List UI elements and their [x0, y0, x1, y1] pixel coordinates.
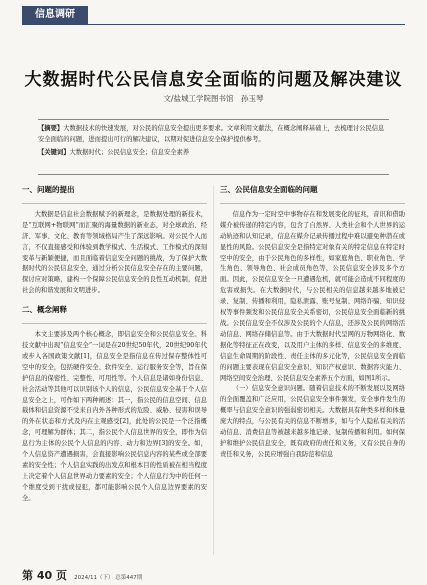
issue-info: 2024/11（下） 总第447期 — [74, 575, 143, 581]
abstract-box — [38, 119, 389, 175]
left-column — [22, 185, 207, 505]
paragraph: 大数据是信息社会数据赋予的新理念，是数据处理的新技术，是“互联网+物联网”而汇聚的海量数据的新业态，对全球政治、经济、军事、文化、教育等领域格局产生了深远影响。对公民个人而言，不仅直接感受和体验到教学模式、生活模式、工作模式的深刻变革与新颖便捷，而且面临着信息安全问题的挑战，为了保护大数据时代的公民信息安全，通过分析公民信息安全存在的主要问题，探讨应对策略，建构一个保障公民信息安全的良性互动机制，促进社会的和谐发展和文明进步。 — [22, 210, 207, 295]
keywords — [38, 147, 389, 158]
section-heading-3: 三、公民信息安全面临的问题 — [220, 185, 318, 194]
paragraph: 本文主要涉及两个核心概念，即信息安全和公民信息安全。科技文献中出现“信息安全”一词是在20世纪50年代，20世纪90年代或步入各国政策文献[1]，信息安全是指信息在传过保存整体性可空中的安全，包括硬件安全、软件安全、运行服务安全等，旨在保护信息的保密性、完整性、可用性等。个人信息是诸如身份信息、社会活动等其他可以识别该个人的信息，公民信息安全基于个人信息安全之上，可作如下两种阐述：其一，指公民的信息空间、信息载体和信息资源不受来自内外各种形式的危险、威胁、侵害和误导的外在状态和方式及内在主观感受[2]，此处的公民是一个泛指概念，可理解为群体；其二，指公民个人信息世界的安全，即作为信息行为主体的公民个人信息的内容、动力和边界[3]的安全。如，个人信息资产遭遇损害，会直接影响公民信息内容的某些或全部要素的安全性；个人信息实践的出发点和根本目的性质被在相当程度上决定着个人信息世界动力要素的安全；个人信息行为中的任何一个维度受到干扰或侵犯，都可能影响公民个人信息边界要素的安全。 — [22, 331, 207, 502]
heading-rule — [220, 203, 405, 204]
heading-rule — [22, 323, 207, 324]
section-heading-1: 一、问题的提出 — [22, 185, 75, 194]
right-column — [220, 185, 405, 461]
page-number: 第 40 页 — [22, 569, 67, 582]
keywords-label: 【关键词】 — [38, 148, 70, 156]
abstract — [38, 123, 389, 146]
page-footer — [22, 567, 142, 583]
article-author: 文/盐城工学院图书馆 孙玉琴 — [163, 94, 264, 103]
section-heading-2: 二、概念阐释 — [22, 305, 67, 315]
paragraph: 信息作为一定时空中事物存在和发展变化的征兆，音讯和借助媒介被传递的特定内容，包含了自然界、人类社会和个人世界的运动轨迹和认知记录，信息在媒介记录传播过程中难以避免种潜在或显性的风险。公民信息安全是指特定对象有关的特定信息在特定时空中的安全，由于公民角色的多样性，如家庭角色、职业角色、学生角色、领导角色、社会成员角色等，公民信息安全涉及多个方面。因此，公民信息安全一旦遭遇危机，就可能会造成不同程度的危害或损失。在大数据时代，与公民相关的信息越来越多地被记录、复制、传播和利用，隐私泄露、账号复制、网络诈骗、知识侵权等事件频发和公民信息安全关系密切，公民信息安全面临新的挑战。公民信息安全不仅涉及公民的个人信息，还涉及公民的网络活动信息、网络存储信息等。由于大数据时代呈网的万物网络化、数据化等特征正在改变，以及用户主体的多样、信息安全的多维度、信息生命周期的阶段性、责任主体的多元化等，公民信息安全面临的问题主要表现在信息安全意识、知识产权意识、数据容灾能力、网络空间安全治理、公民信息安全素养五个方面，如图1所示。 — [220, 210, 405, 382]
keywords-text: 大数据时代；公民信息安全；信息安全素养 — [69, 148, 190, 156]
section-tag: 信息调研 — [22, 6, 88, 24]
tag-rule — [22, 24, 405, 25]
column-divider — [213, 185, 214, 555]
paragraph: （一）信息安全意识问题。随着信息技术的不断发展以及网络的全面覆盖和广泛应用，公民信息安全事件频发，安全事件发生的概率与信息安全意识的强弱密切相关。大数据具有种类多样和体量庞大的特点，与公民有关的信息不断增多，如与个人隐私有关的活动信息、消费信息等被越来越多地记录、复制传播和利用。如何保护和维护公民信息安全，既有政府的责任和义务，又有公民自身的责任和义务，公民应增强自我防范和信息 — [220, 385, 405, 458]
abstract-text: 大数据技术的快速发展，对公民的信息安全提出更多要求。文章利用文献法，在概念阐释基础上，去梳理讨公民信息安全面临的问题，进而提出可行的解决建议，以期对促进信息安全保护提供参考。 — [38, 125, 385, 144]
article-title: 大数据时代公民信息安全面临的问题及解决建议 — [24, 70, 403, 90]
heading-rule — [22, 203, 207, 204]
abstract-label: 【摘要】 — [38, 125, 64, 132]
